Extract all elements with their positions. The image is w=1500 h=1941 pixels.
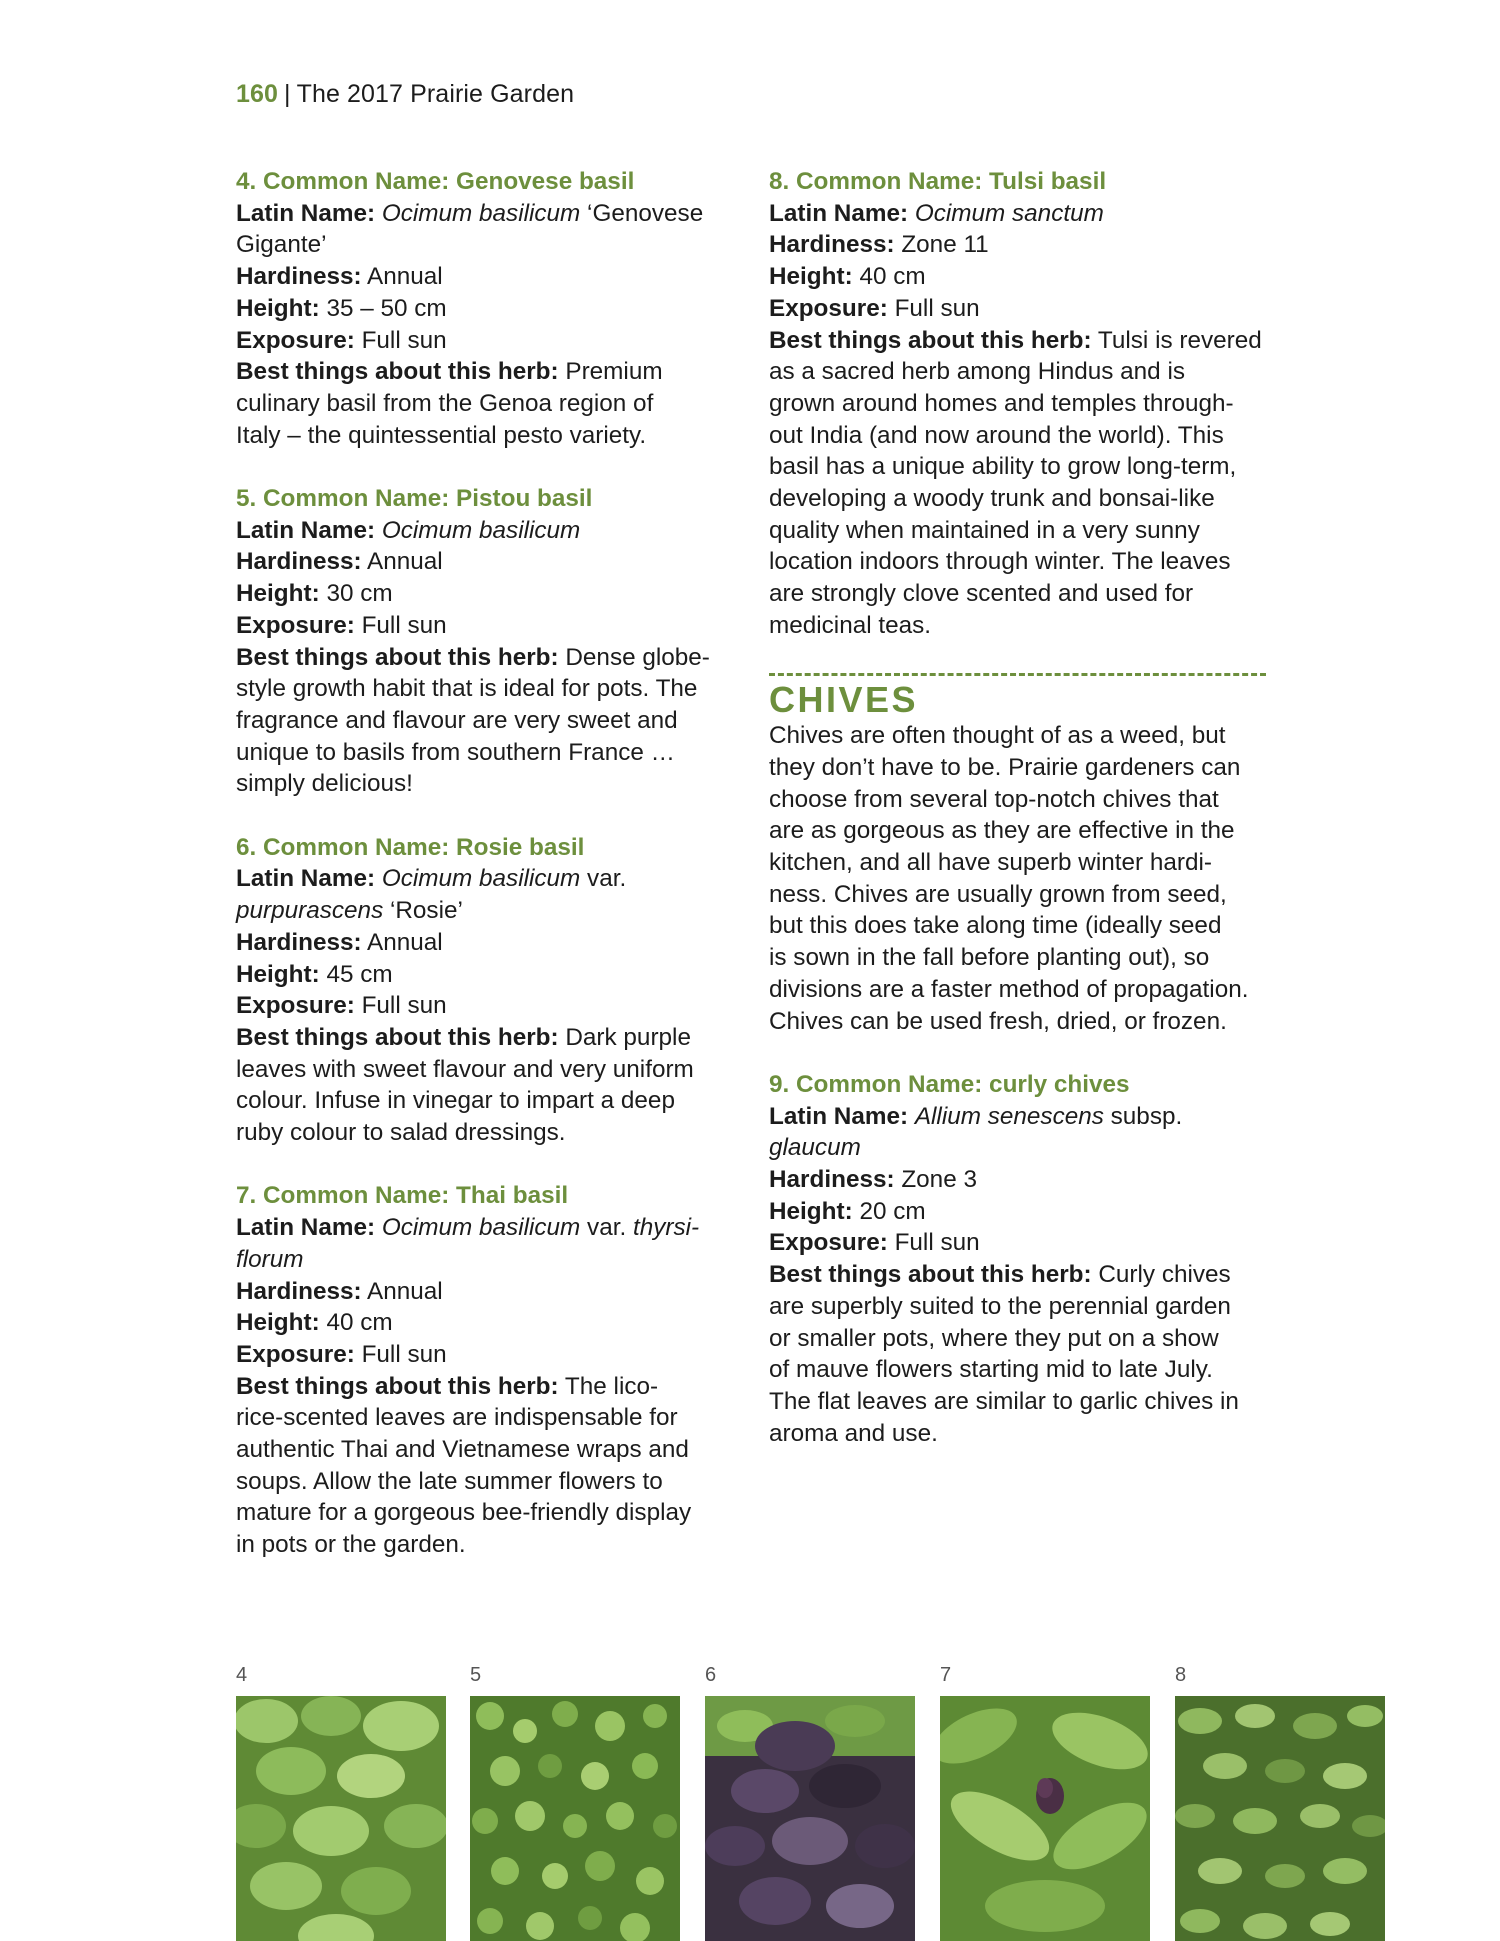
hardiness-line [236,546,716,578]
latin-name: Ocimum basilicum [381,199,581,227]
herb-entry-pistou [236,483,716,800]
latin-label: Latin Name: [236,199,376,227]
intro-text: are as gorgeous as they are effective in the [769,817,1235,845]
photo-strip [236,1664,1476,1941]
height-value: 30 cm [319,580,393,608]
hardiness-label: Hardiness: [236,263,362,291]
intro-text: they don’t have to be. Prairie gardeners can [769,753,1241,781]
exposure-value: Full sun [887,294,980,322]
height-value: 35 – 50 cm [319,294,447,322]
photo-number: 6 [705,1664,717,1686]
photo-5 [470,1664,680,1941]
hardiness-label: Hardiness: [769,1166,895,1194]
best-text: Tulsi is revered [1091,326,1262,354]
best-label: Best things about this herb: [769,326,1092,354]
section-title-chives: CHIVES [769,679,919,721]
height-value: 40 cm [319,1309,393,1337]
latin-name-cont [236,1244,716,1276]
best-line [236,1371,716,1403]
latin-name: Ocimum basilicum [381,1214,581,1242]
height-line [236,959,716,991]
best-text: location indoors through winter. The leaves [769,548,1231,576]
height-line [769,261,1269,293]
best-text: simply delicious! [236,770,413,798]
height-label: Height: [769,1197,853,1225]
left-column [236,166,716,1593]
herb-entry-rosie [236,832,716,1149]
photo-6 [705,1664,915,1941]
latin-label: Latin Name: [236,865,376,893]
latin-rank: subsp. [1103,1102,1183,1130]
height-label: Height: [236,294,320,322]
best-text: are strongly clove scented and used for [769,580,1194,608]
herb-entry-thai [236,1180,716,1560]
hardiness-label: Hardiness: [236,548,362,576]
photo-4 [236,1664,446,1941]
exposure-line [236,990,716,1022]
hardiness-value: Annual [361,928,443,956]
exposure-label: Exposure: [236,992,355,1020]
best-text: of mauve flowers starting mid to late July. [769,1356,1213,1384]
best-text: Curly chives [1091,1261,1231,1289]
best-text: in pots or the garden. [236,1531,466,1559]
height-label: Height: [236,1309,320,1337]
intro-text: divisions are a faster method of propagation. [769,975,1249,1003]
latin-rank: var. [580,1214,633,1242]
hardiness-line [236,261,716,293]
latin-name: Ocimum sanctum [914,199,1104,227]
latin-name-line [236,1212,716,1244]
entry-heading: 9. Common Name: curly chives [769,1070,1130,1098]
latin-name-line [769,198,1269,230]
latin-name-line [769,1101,1269,1133]
hardiness-value: Annual [361,1277,443,1305]
chives-intro [769,720,1269,1037]
height-label: Height: [769,263,853,291]
height-value: 40 cm [852,263,926,291]
best-text: are superbly suited to the perennial garden [769,1292,1231,1320]
entry-heading: 5. Common Name: Pistou basil [236,485,593,513]
best-text: developing a woody trunk and bonsai-like [769,485,1215,513]
best-text: basil has a unique ability to grow long-term, [769,453,1237,481]
exposure-value: Full sun [354,992,447,1020]
latin-variety: purpurascens [236,897,384,925]
best-line [769,1259,1269,1291]
latin-name-cont: Gigante’ [236,231,327,259]
page-number: 160 [236,80,279,108]
hardiness-line [236,927,716,959]
best-text: as a sacred herb among Hindus and is [769,358,1185,386]
photo-number: 5 [470,1664,482,1686]
best-text: leaves with sweet flavour and very uniform [236,1055,694,1083]
best-text: grown around homes and temples through- [769,389,1234,417]
genovese-basil-photo [236,1696,446,1941]
latin-name-cont [769,1132,1269,1164]
best-line [769,325,1269,357]
header-separator: | [284,80,291,108]
hardiness-value: Zone 3 [894,1166,977,1194]
pistou-basil-photo [470,1696,680,1941]
tulsi-basil-photo [1175,1696,1385,1941]
height-line [236,578,716,610]
best-text: fragrance and flavour are very sweet and [236,706,678,734]
exposure-line [769,293,1269,325]
intro-text: choose from several top-notch chives that [769,785,1219,813]
exposure-label: Exposure: [236,326,355,354]
best-text: rice-scented leaves are indispensable for [236,1404,678,1432]
best-text: The flat leaves are similar to garlic chives in [769,1387,1239,1415]
exposure-label: Exposure: [236,1340,355,1368]
latin-label: Latin Name: [236,516,376,544]
exposure-value: Full sun [887,1229,980,1257]
height-value: 20 cm [852,1197,926,1225]
hardiness-value: Annual [361,548,443,576]
hardiness-line [769,229,1269,261]
intro-text: Chives can be used fresh, dried, or frozen. [769,1007,1227,1035]
latin-name: Ocimum basilicum [381,865,581,893]
height-value: 45 cm [319,960,393,988]
herb-entry-genovese [236,166,716,451]
hardiness-value: Zone 11 [894,231,989,259]
best-line [236,642,716,674]
hardiness-label: Hardiness: [236,1277,362,1305]
height-label: Height: [236,580,320,608]
latin-name-line [236,515,716,547]
best-text: Dense globe- [558,643,710,671]
best-text: or smaller pots, where they put on a show [769,1324,1219,1352]
latin-name-cont [236,895,716,927]
best-line [236,356,716,388]
best-text: authentic Thai and Vietnamese wraps and [236,1436,689,1464]
best-text: medicinal teas. [769,611,932,639]
best-text: mature for a gorgeous bee-friendly display [236,1499,692,1527]
right-column [769,166,1269,1481]
exposure-label: Exposure: [769,1229,888,1257]
photo-7 [940,1664,1150,1941]
best-text: culinary basil from the Genoa region of [236,389,654,417]
hardiness-label: Hardiness: [769,231,895,259]
best-label: Best things about this herb: [236,1023,559,1051]
photo-number: 8 [1175,1664,1187,1686]
latin-cultivar: ‘Rosie’ [383,897,463,925]
entry-heading: 6. Common Name: Rosie basil [236,833,585,861]
exposure-label: Exposure: [236,611,355,639]
best-text: colour. Infuse in vinegar to impart a deep [236,1087,675,1115]
exposure-line [236,610,716,642]
best-text: out India (and now around the world). This [769,421,1224,449]
latin-label: Latin Name: [769,199,909,227]
rosie-basil-photo [705,1696,915,1941]
best-text: unique to basils from southern France … [236,738,675,766]
herb-entry-tulsi [769,166,1269,642]
exposure-line [769,1227,1269,1259]
height-line [236,1307,716,1339]
best-label: Best things about this herb: [236,1372,559,1400]
best-text: Dark purple [558,1023,691,1051]
intro-text: is sown in the fall before planting out), so [769,944,1210,972]
photo-number: 4 [236,1664,248,1686]
exposure-value: Full sun [354,611,447,639]
exposure-label: Exposure: [769,294,888,322]
best-text: The lico- [558,1372,659,1400]
latin-variety-cont: florum [236,1245,304,1273]
hardiness-label: Hardiness: [236,928,362,956]
section-divider [769,673,1266,676]
intro-text: ness. Chives are usually grown from seed, [769,880,1227,908]
herb-entry-curly-chives [769,1069,1269,1449]
photo-8 [1175,1664,1385,1941]
exposure-value: Full sun [354,326,447,354]
exposure-line [236,1339,716,1371]
intro-text: Chives are often thought of as a weed, but [769,722,1226,750]
latin-rank: var. [580,865,627,893]
entry-heading: 8. Common Name: Tulsi basil [769,168,1107,195]
best-text: quality when maintained in a very sunny [769,516,1200,544]
photo-number: 7 [940,1664,952,1686]
best-text: Italy – the quintessential pesto variety. [236,421,647,449]
latin-name: Ocimum basilicum [381,516,581,544]
best-text: soups. Allow the late summer flowers to [236,1467,663,1495]
latin-name: Allium senescens [914,1102,1104,1130]
best-text: ruby colour to salad dressings. [236,1119,566,1147]
entry-heading: 7. Common Name: Thai basil [236,1182,569,1210]
height-label: Height: [236,960,320,988]
exposure-value: Full sun [354,1340,447,1368]
exposure-line [236,325,716,357]
best-line [236,1022,716,1054]
latin-label: Latin Name: [236,1214,376,1242]
entry-heading: 4. Common Name: Genovese basil [236,168,635,195]
height-line [236,293,716,325]
thai-basil-photo [940,1696,1150,1941]
latin-label: Latin Name: [769,1102,909,1130]
best-text: style growth habit that is ideal for pots. The [236,675,698,703]
best-text: Premium [558,358,663,386]
best-label: Best things about this herb: [236,643,559,671]
hardiness-line [769,1164,1269,1196]
best-label: Best things about this herb: [769,1261,1092,1289]
hardiness-value: Annual [361,263,443,291]
latin-variety: thyrsi- [632,1214,700,1242]
best-label: Best things about this herb: [236,358,559,386]
latin-name-line [236,198,716,230]
latin-name-line [236,863,716,895]
latin-subspecies: glaucum [769,1134,861,1162]
best-text: aroma and use. [769,1419,938,1447]
latin-cultivar: ‘Genovese [580,199,704,227]
running-head [236,80,574,109]
hardiness-line [236,1276,716,1308]
intro-text: kitchen, and all have superb winter hardi- [769,849,1212,877]
book-title: The 2017 Prairie Garden [296,80,575,108]
height-line [769,1196,1269,1228]
intro-text: but this does take along time (ideally seed [769,912,1222,940]
